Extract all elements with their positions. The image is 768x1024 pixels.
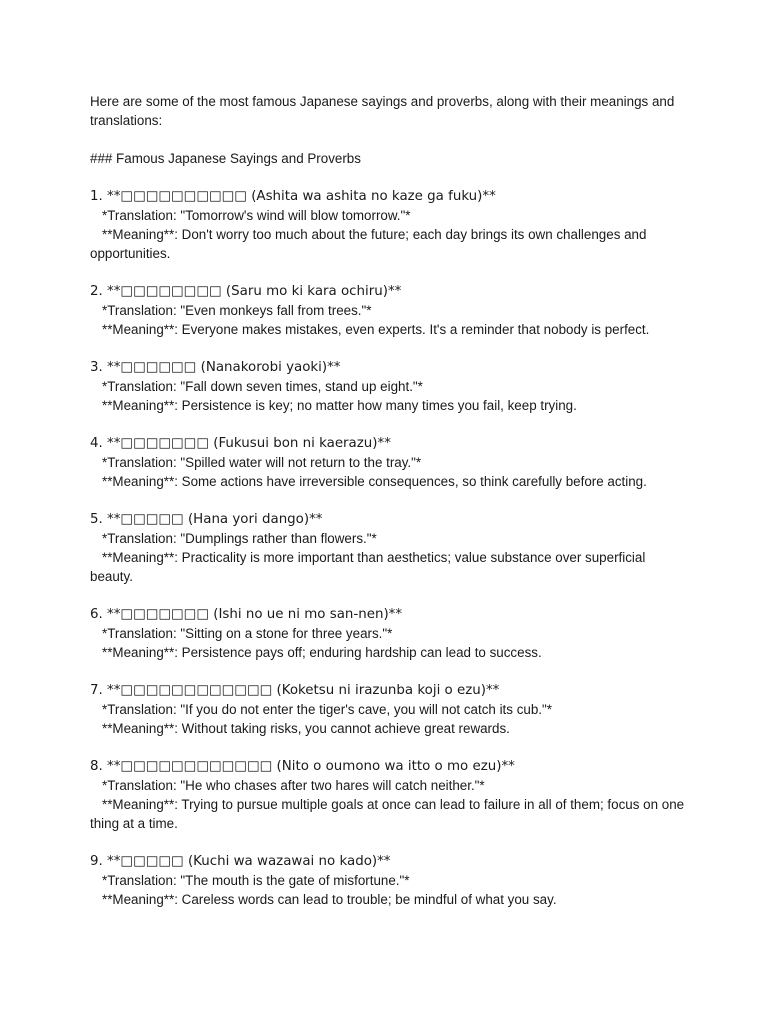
proverb-meaning: **Meaning**: Everyone makes mistakes, even experts. It's a reminder that nobody is perfect.: [102, 322, 650, 337]
proverb-meaning: **Meaning**: Some actions have irreversible consequences, so think carefully before acting.: [102, 474, 647, 489]
proverb-title: 4. **□□□□□□□ (Fukusui bon ni kaerazu)**: [90, 436, 391, 451]
proverb-title: 2. **□□□□□□□□ (Saru mo ki kara ochiru)**: [90, 284, 402, 299]
proverb-translation: *Translation: "If you do not enter the tiger's cave, you will not catch its cub."*: [102, 702, 552, 717]
proverb-meaning: **Meaning**: Persistence pays off; enduring hardship can lead to success.: [102, 645, 542, 660]
proverb-meaning: **Meaning**: Careless words can lead to trouble; be mindful of what you say.: [102, 892, 557, 907]
proverb-item: [90, 757, 690, 833]
proverb-title: 7. **□□□□□□□□□□□□ (Koketsu ni irazunba koji o ezu)**: [90, 683, 500, 698]
proverb-item: [90, 605, 690, 662]
proverb-item: [90, 187, 690, 263]
proverb-title: 9. **□□□□□ (Kuchi wa wazawai no kado)**: [90, 854, 391, 869]
proverb-item: [90, 434, 690, 491]
proverb-translation: *Translation: "The mouth is the gate of misfortune."*: [102, 873, 410, 888]
proverb-translation: *Translation: "Sitting on a stone for three years."*: [102, 626, 393, 641]
proverb-translation: *Translation: "He who chases after two hares will catch neither."*: [102, 778, 485, 793]
intro-paragraph: Here are some of the most famous Japanese sayings and proverbs, along with their meanings and translations:: [90, 94, 675, 128]
proverb-meaning: **Meaning**: Persistence is key; no matter how many times you fail, keep trying.: [102, 398, 577, 413]
proverb-translation: *Translation: "Fall down seven times, stand up eight."*: [102, 379, 423, 394]
proverb-item: [90, 282, 690, 339]
proverb-translation: *Translation: "Spilled water will not return to the tray."*: [102, 455, 422, 470]
proverb-item: [90, 510, 690, 586]
proverb-meaning: **Meaning**: Practicality is more important than aesthetics; value substance over superficial beauty.: [90, 550, 646, 584]
proverb-meaning: **Meaning**: Don't worry too much about the future; each day brings its own challenges and opportunities.: [90, 227, 647, 261]
proverb-translation: *Translation: "Tomorrow's wind will blow tomorrow."*: [102, 208, 411, 223]
proverb-title: 5. **□□□□□ (Hana yori dango)**: [90, 512, 323, 527]
proverb-meaning: **Meaning**: Trying to pursue multiple goals at once can lead to failure in all of them; focus on one thing at a time.: [90, 797, 685, 831]
proverb-item: [90, 358, 690, 415]
proverb-translation: *Translation: "Even monkeys fall from trees."*: [102, 303, 372, 318]
document-body: [90, 92, 690, 928]
proverb-title: 3. **□□□□□□ (Nanakorobi yaoki)**: [90, 360, 341, 375]
proverb-title: 1. **□□□□□□□□□□ (Ashita wa ashita no kaze ga fuku)**: [90, 189, 496, 204]
proverb-title: 6. **□□□□□□□ (Ishi no ue ni mo san-nen)**: [90, 607, 403, 622]
proverb-title: 8. **□□□□□□□□□□□□ (Nito o oumono wa itto o mo ezu)**: [90, 759, 515, 774]
section-heading: ### Famous Japanese Sayings and Proverbs: [90, 151, 361, 166]
proverb-item: [90, 681, 690, 738]
proverb-translation: *Translation: "Dumplings rather than flowers."*: [102, 531, 377, 546]
proverb-meaning: **Meaning**: Without taking risks, you cannot achieve great rewards.: [102, 721, 510, 736]
proverb-item: [90, 852, 690, 909]
